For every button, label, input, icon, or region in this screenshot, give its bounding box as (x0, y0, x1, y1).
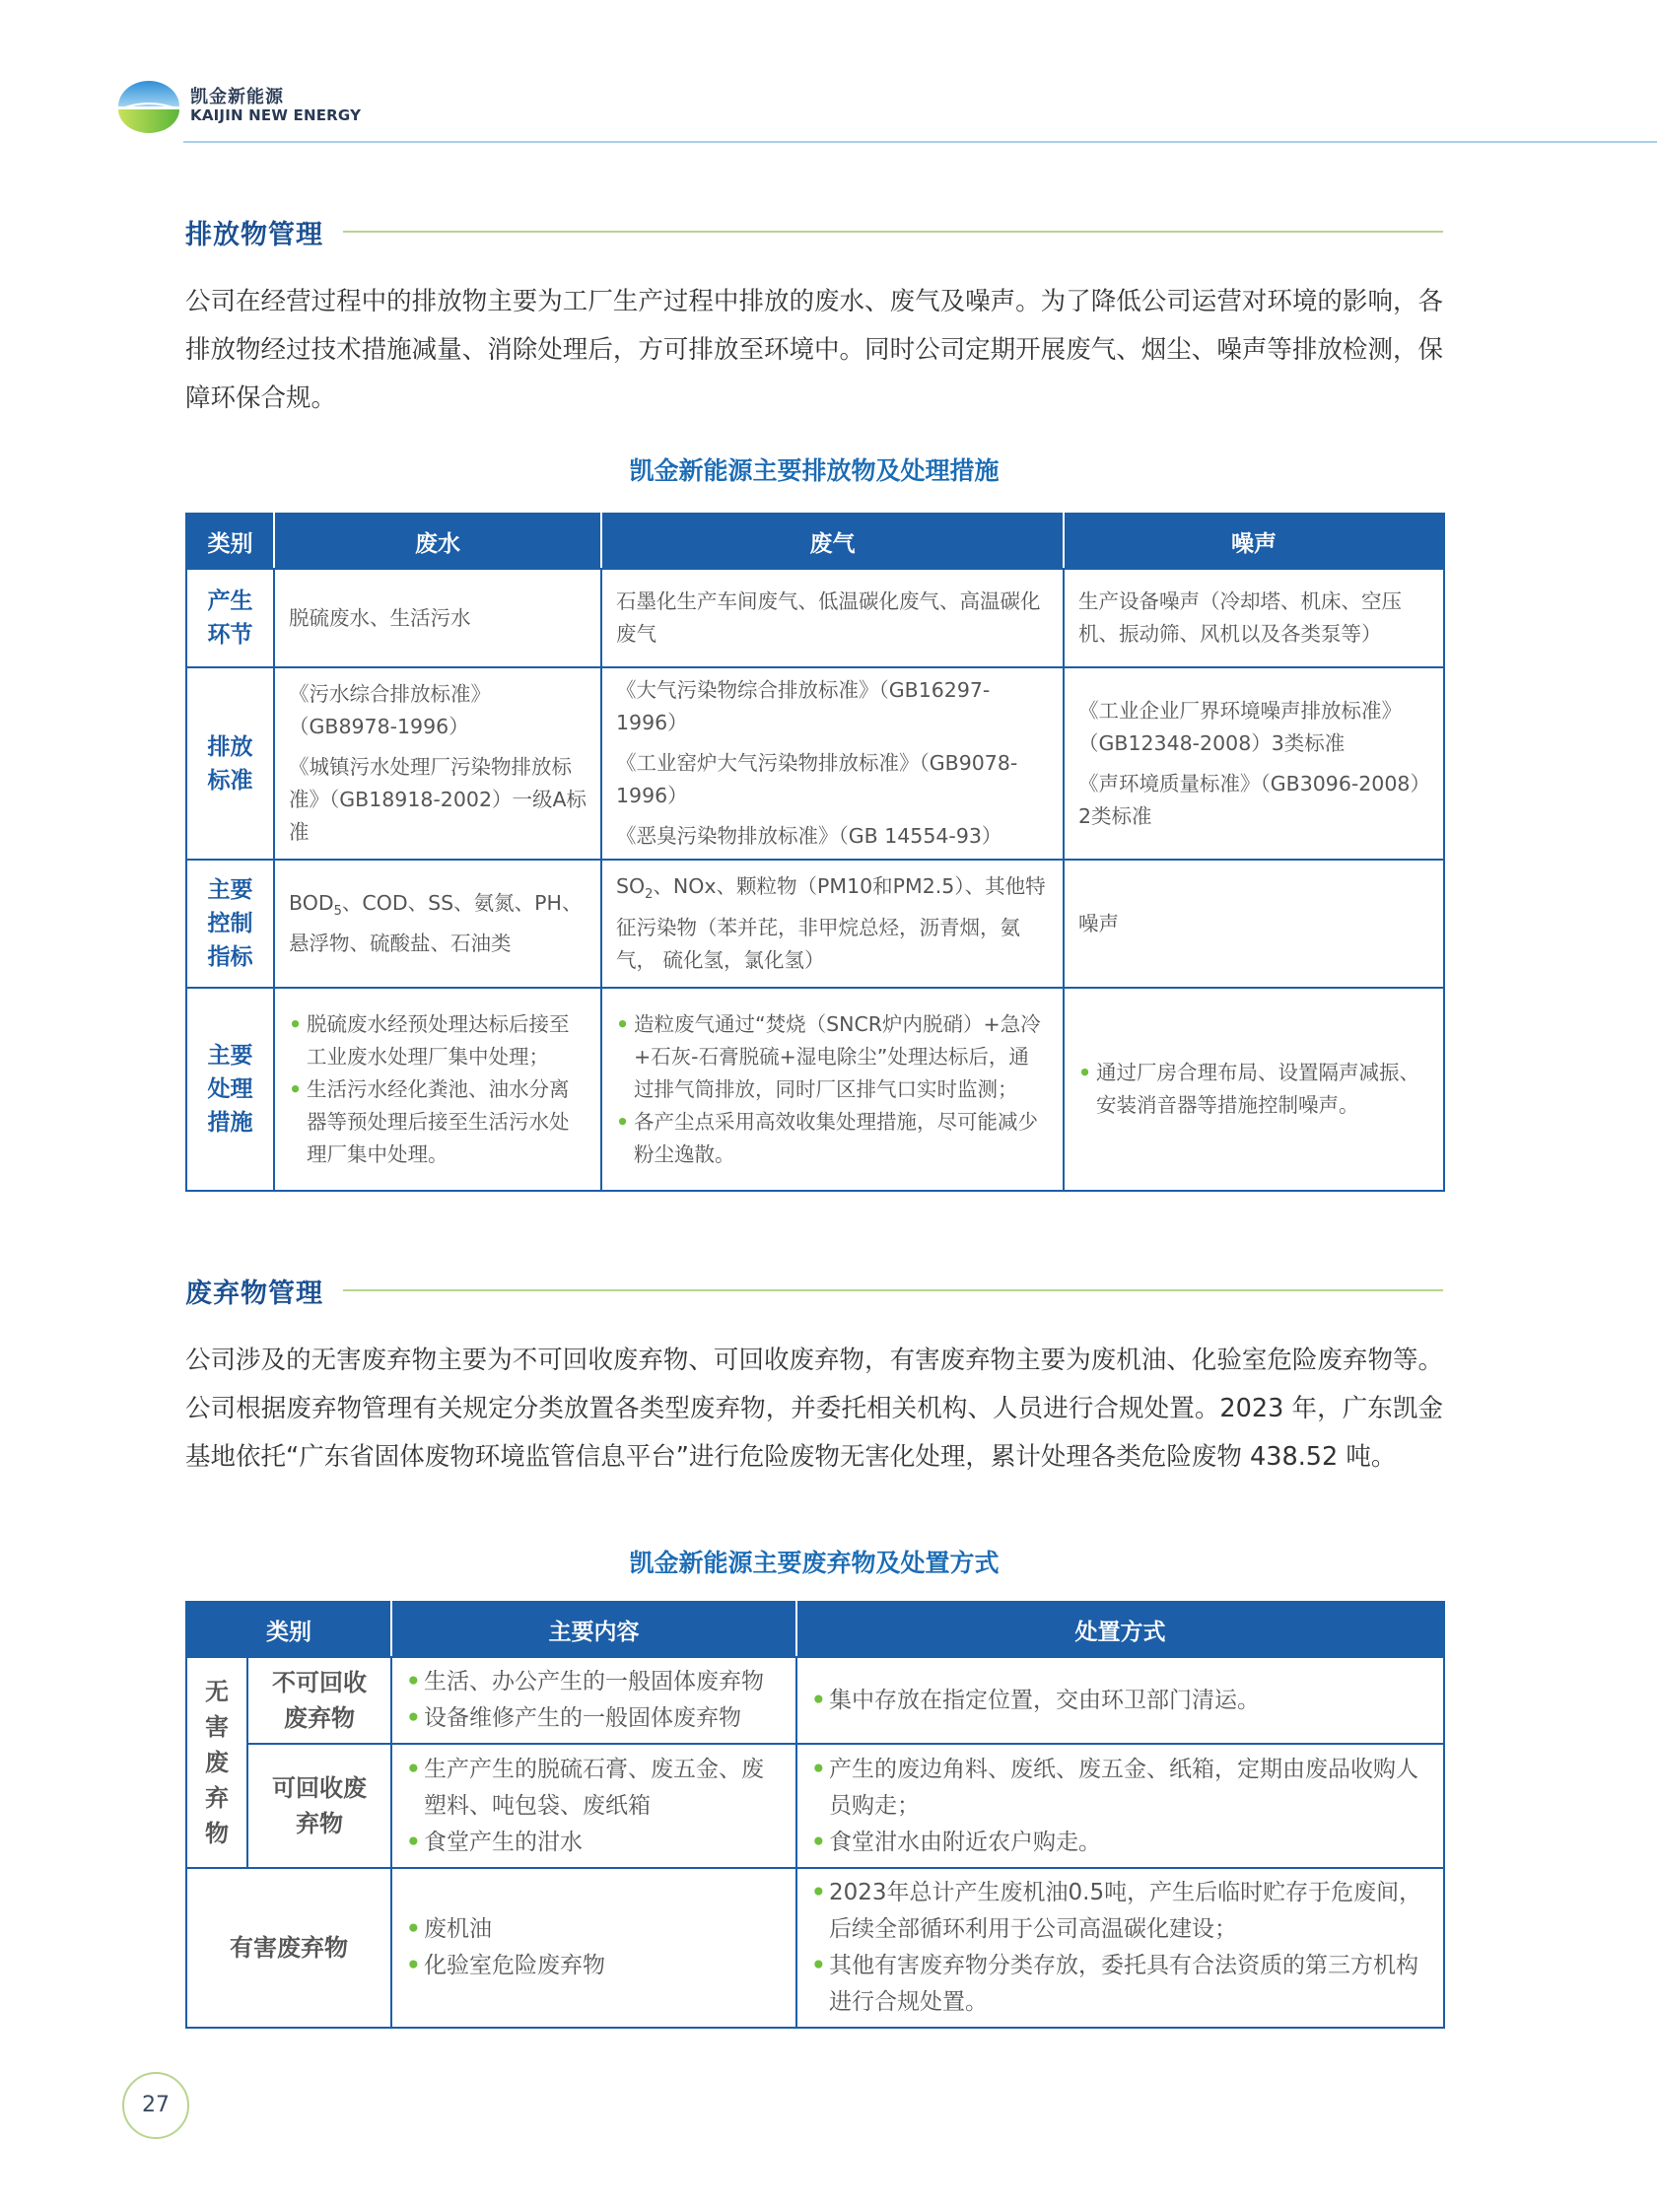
row-category: 可回收废 弃物 (247, 1744, 391, 1868)
emissions-table-title: 凯金新能源主要排放物及处理措施 (629, 456, 1000, 485)
table-row (186, 988, 1444, 1191)
table-cell: 《工业企业厂界环境噪声排放标准》（GB12348-2008）3类标准 《声环境质量标准》（GB3096-2008）2类标准 (1064, 667, 1444, 860)
kaijin-logo (114, 77, 183, 134)
header-category: 类别 (186, 514, 274, 569)
table-cell (274, 988, 601, 1191)
header-disposal: 处置方式 (796, 1602, 1444, 1657)
list-item: • 通过厂房合理布局、设置隔声减振、安装消音器等措施控制噪声。 (1078, 1057, 1429, 1122)
list-item: • 各产尘点采用高效收集处理措施，尽可能减少粉尘逸散。 (616, 1106, 1049, 1171)
waste-table (185, 1601, 1445, 2029)
section-rule (343, 1289, 1443, 1291)
list-item: • 造粒废气通过“焚烧（SNCR炉内脱硝）+急冷+石灰-石膏脱硫+湿电除尘”处理达标后，通过排气筒排放，同时厂区排气口实时监测； (616, 1008, 1049, 1106)
table-header-row (186, 514, 1444, 569)
table-cell (391, 1868, 796, 2028)
row-category: 排放 标准 (186, 667, 274, 860)
waste-table-title: 凯金新能源主要废弃物及处置方式 (629, 1549, 1000, 1577)
header-waste-gas: 废气 (601, 514, 1064, 569)
table-row (186, 1744, 1444, 1868)
list-item: • 其他有害废弃物分类存放，委托具有合法资质的第三方机构进行合规处置。 (811, 1948, 1429, 2021)
table-row (186, 667, 1444, 860)
list-item: • 生活、办公产生的一般固体废弃物 (406, 1664, 782, 1700)
list-item: • 生产产生的脱硫石膏、废五金、废塑料、吨包袋、废纸箱 (406, 1752, 782, 1825)
table-cell (601, 988, 1064, 1191)
header-content: 主要内容 (391, 1602, 796, 1657)
table-cell (796, 1868, 1444, 2028)
table-cell: $SO_2$、NOx、颗粒物（PM10和PM2.5）、其他特征污染物（苯并芘，非甲烷总烃，沥青烟，氨气， 硫化氢，氯化氢） (601, 860, 1064, 988)
section-title: 废弃物管理 (185, 1279, 323, 1309)
group-label-nonhazardous: 无 害 废 弃 物 (186, 1657, 247, 1868)
table-cell: 脱硫废水、生活污水 (274, 569, 601, 667)
waste-paragraph: 公司涉及的无害废弃物主要为不可回收废弃物、可回收废弃物，有害废弃物主要为废机油、化验室危险废弃物等。公司根据废弃物管理有关规定分类放置各类型废弃物，并委托相关机构、人员进行合规处置。2023 年，广东凯金基地依托“广东省固体废物环境监管信息平台”进行危险废物无害化处理，累计处理各类危险废物 438.52 吨。 (185, 1346, 1443, 1472)
list-item: • 生活污水经化粪池、油水分离器等预处理后接至生活污水处理厂集中处理。 (289, 1073, 587, 1171)
row-category: 有害废弃物 (186, 1868, 391, 2028)
row-category: 主要 控制 指标 (186, 860, 274, 988)
list-item: • 脱硫废水经预处理达标后接至工业废水处理厂集中处理； (289, 1008, 587, 1073)
table-cell (796, 1744, 1444, 1868)
header-divider (183, 141, 1657, 143)
row-category: 主要 处理 措施 (186, 988, 274, 1191)
list-item: • 2023年总计产生废机油0.5吨，产生后临时贮存于危废间，后续全部循环利用于公司高温碳化建设； (811, 1875, 1429, 1948)
list-item: • 产生的废边角料、废纸、废五金、纸箱，定期由废品收购人员购走； (811, 1752, 1429, 1825)
table-row (186, 860, 1444, 988)
section-heading-waste (185, 1270, 1443, 1309)
table-row (186, 1868, 1444, 2028)
table-header-row (186, 1602, 1444, 1657)
list-item: • 废机油 (406, 1911, 782, 1948)
emissions-table (185, 513, 1445, 1192)
list-item: • 食堂泔水由附近农户购走。 (811, 1825, 1429, 1861)
table-cell: $BOD_5$、COD、SS、氨氮、PH、悬浮物、硫酸盐、石油类 (274, 860, 601, 988)
table-cell: 噪声 (1064, 860, 1444, 988)
table-cell: 生产设备噪声（冷却塔、机床、空压机、振动筛、风机以及各类泵等） (1064, 569, 1444, 667)
row-category: 不可回收 废弃物 (247, 1657, 391, 1744)
header-noise: 噪声 (1064, 514, 1444, 569)
list-item: • 集中存放在指定位置，交由环卫部门清运。 (811, 1683, 1429, 1719)
table-cell: 《大气污染物综合排放标准》（GB16297-1996） 《工业窑炉大气污染物排放标准》（GB9078-1996） 《恶臭污染物排放标准》（GB 14554-93） (601, 667, 1064, 860)
list-item: • 化验室危险废弃物 (406, 1948, 782, 1984)
brand-name-en: KAIJIN NEW ENERGY (190, 106, 362, 124)
section-rule (343, 231, 1443, 233)
emissions-paragraph: 公司在经营过程中的排放物主要为工厂生产过程中排放的废水、废气及噪声。为了降低公司运营对环境的影响，各排放物经过技术措施减量、消除处理后，方可排放至环境中。同时公司定期开展废气、烟尘、噪声等排放检测，保障环保合规。 (185, 287, 1443, 413)
page-number: 27 (122, 2072, 189, 2139)
section-heading-emissions (185, 211, 1443, 250)
brand-name-cn: 凯金新能源 (190, 87, 284, 107)
table-row (186, 1657, 1444, 1744)
header-wastewater: 废水 (274, 514, 601, 569)
list-item: • 食堂产生的泔水 (406, 1825, 782, 1861)
table-cell (391, 1744, 796, 1868)
row-category: 产生 环节 (186, 569, 274, 667)
table-cell: 《污水综合排放标准》（GB8978-1996） 《城镇污水处理厂污染物排放标准》（GB18918-2002）一级A标准 (274, 667, 601, 860)
header-category: 类别 (186, 1602, 391, 1657)
section-title: 排放物管理 (185, 220, 323, 250)
table-cell: 石墨化生产车间废气、低温碳化废气、高温碳化废气 (601, 569, 1064, 667)
table-cell (1064, 988, 1444, 1191)
table-cell (796, 1657, 1444, 1744)
table-cell (391, 1657, 796, 1744)
list-item: • 设备维修产生的一般固体废弃物 (406, 1700, 782, 1737)
table-row (186, 569, 1444, 667)
